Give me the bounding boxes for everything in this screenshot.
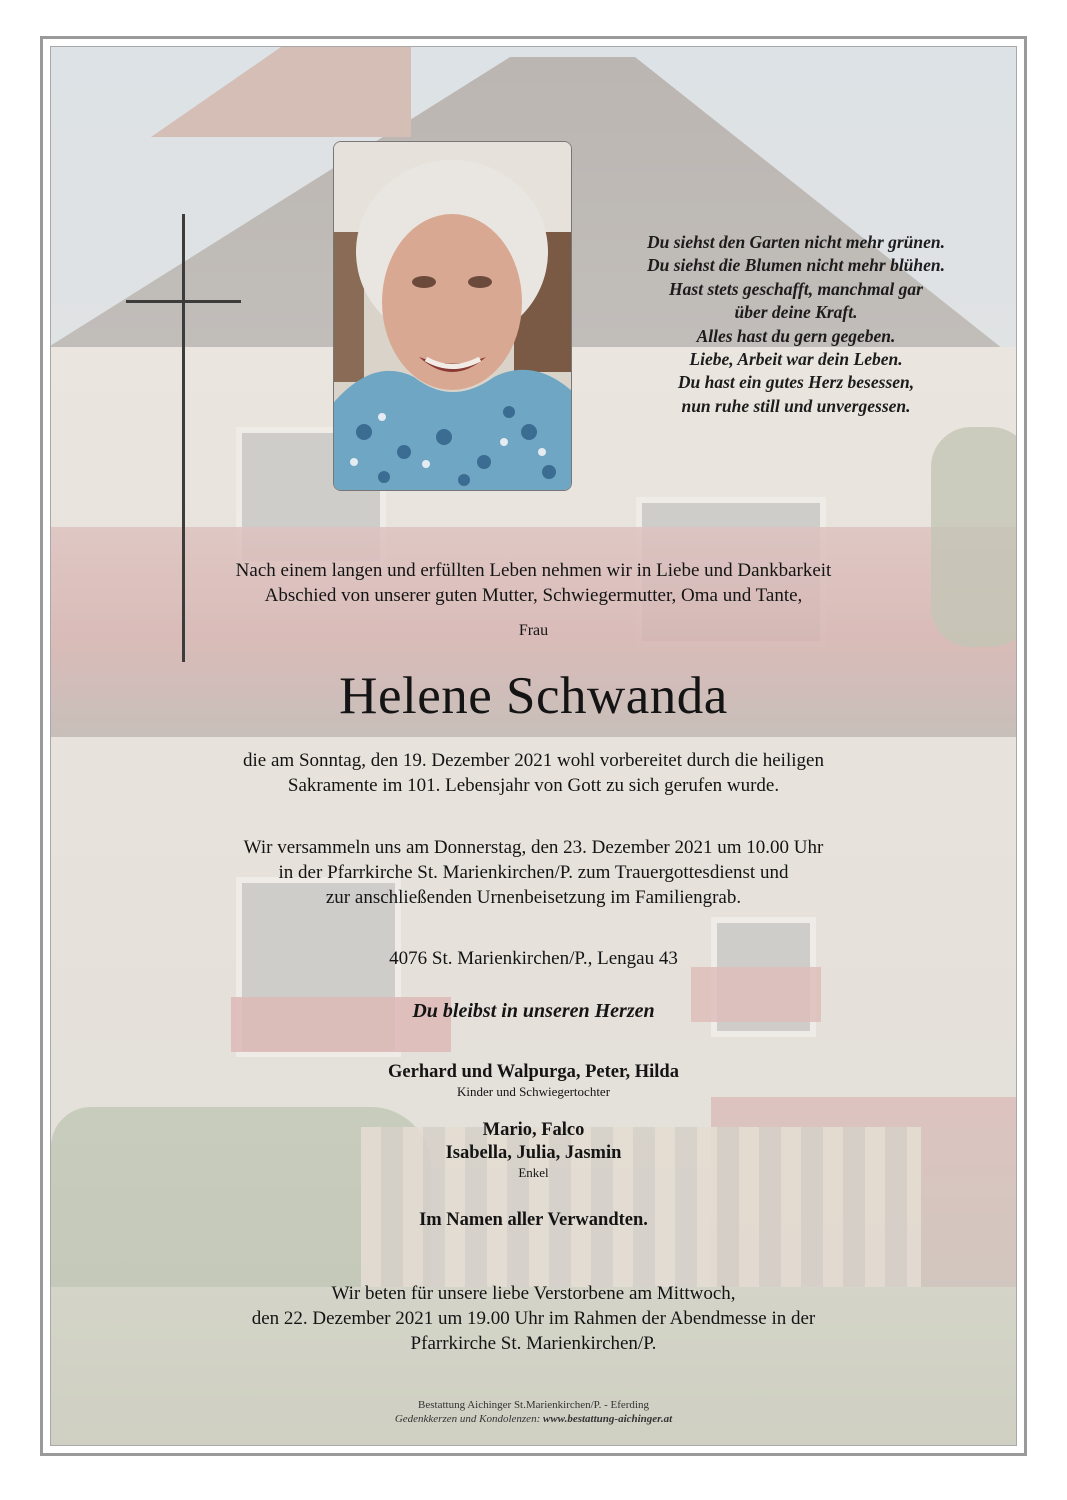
portrait-photo: [333, 141, 572, 491]
salutation: Frau: [518, 622, 549, 639]
mourner-group-grandchildren: [0, 1119, 1067, 1181]
prayer-line: den 22. Dezember 2021 um 19.00 Uhr im Rahmen der Abendmesse in der: [251, 1308, 816, 1329]
mourner-group-children: [0, 1061, 1067, 1100]
prayer-line: Pfarrkirche St. Marienkirchen/P.: [410, 1333, 657, 1354]
footer-company: Bestattung Aichinger St.Marienkirchen/P. - Eferding: [418, 1399, 649, 1411]
death-line: Sakramente im 101. Lebensjahr von Gott zu sich gerufen wurde.: [287, 775, 780, 796]
mourner-role: Enkel: [518, 1165, 549, 1180]
footer-condolences: [0, 1413, 1067, 1425]
funeral-line: in der Pfarrkirche St. Marienkirchen/P. zum Trauergottesdienst und: [278, 862, 789, 883]
poem-line: über deine Kraft.: [734, 302, 858, 323]
intro-line: Abschied von unserer guten Mutter, Schwiegermutter, Oma und Tante,: [264, 585, 803, 606]
poem-line: Du hast ein gutes Herz besessen,: [677, 372, 915, 393]
intro-line: Nach einem langen und erfüllten Leben nehmen wir in Liebe und Dankbarkeit: [235, 560, 832, 581]
cross-icon-bar: [126, 300, 241, 303]
footer-website-link[interactable]: www.bestattung-aichinger.at: [542, 1413, 673, 1425]
poem-line: Du siehst den Garten nicht mehr grünen.: [646, 232, 946, 252]
address: 4076 St. Marienkirchen/P., Lengau 43: [389, 948, 678, 969]
death-line: die am Sonntag, den 19. Dezember 2021 wohl vorbereitet durch die heiligen: [243, 750, 824, 771]
mourner-role: Kinder und Schwiegertochter: [456, 1084, 611, 1099]
poem-line: Alles hast du gern gegeben.: [696, 325, 896, 346]
on-behalf-line: Im Namen aller Verwandten.: [419, 1210, 648, 1230]
prayer-notice: [0, 1281, 1067, 1356]
poem-line: Du siehst die Blumen nicht mehr blühen.: [646, 255, 946, 276]
funeral-line: zur anschließenden Urnenbeisetzung im Familiengrab.: [325, 887, 742, 908]
intro-text: [0, 558, 1067, 608]
mourner-names: Mario, Falco: [482, 1120, 585, 1140]
deceased-name: Helene Schwanda: [339, 667, 728, 725]
poem: [600, 231, 992, 418]
mourner-names: Gerhard und Walpurga, Peter, Hilda: [388, 1062, 679, 1082]
poem-line: Hast stets geschafft, manchmal gar: [669, 278, 923, 299]
death-notice: [0, 748, 1067, 798]
funeral-details: [0, 835, 1067, 910]
motto: Du bleibst in unseren Herzen: [412, 1000, 655, 1022]
poem-line: Liebe, Arbeit war dein Leben.: [689, 349, 903, 370]
footer-condolences-label: Gedenkkerzen und Kondolenzen:: [394, 1413, 543, 1425]
funeral-line: Wir versammeln uns am Donnerstag, den 23. Dezember 2021 um 10.00 Uhr: [243, 837, 824, 858]
prayer-line: Wir beten für unsere liebe Verstorbene am Mittwoch,: [331, 1283, 736, 1304]
poem-line: nun ruhe still und unvergessen.: [681, 395, 911, 416]
mourner-names: Isabella, Julia, Jasmin: [445, 1143, 622, 1163]
